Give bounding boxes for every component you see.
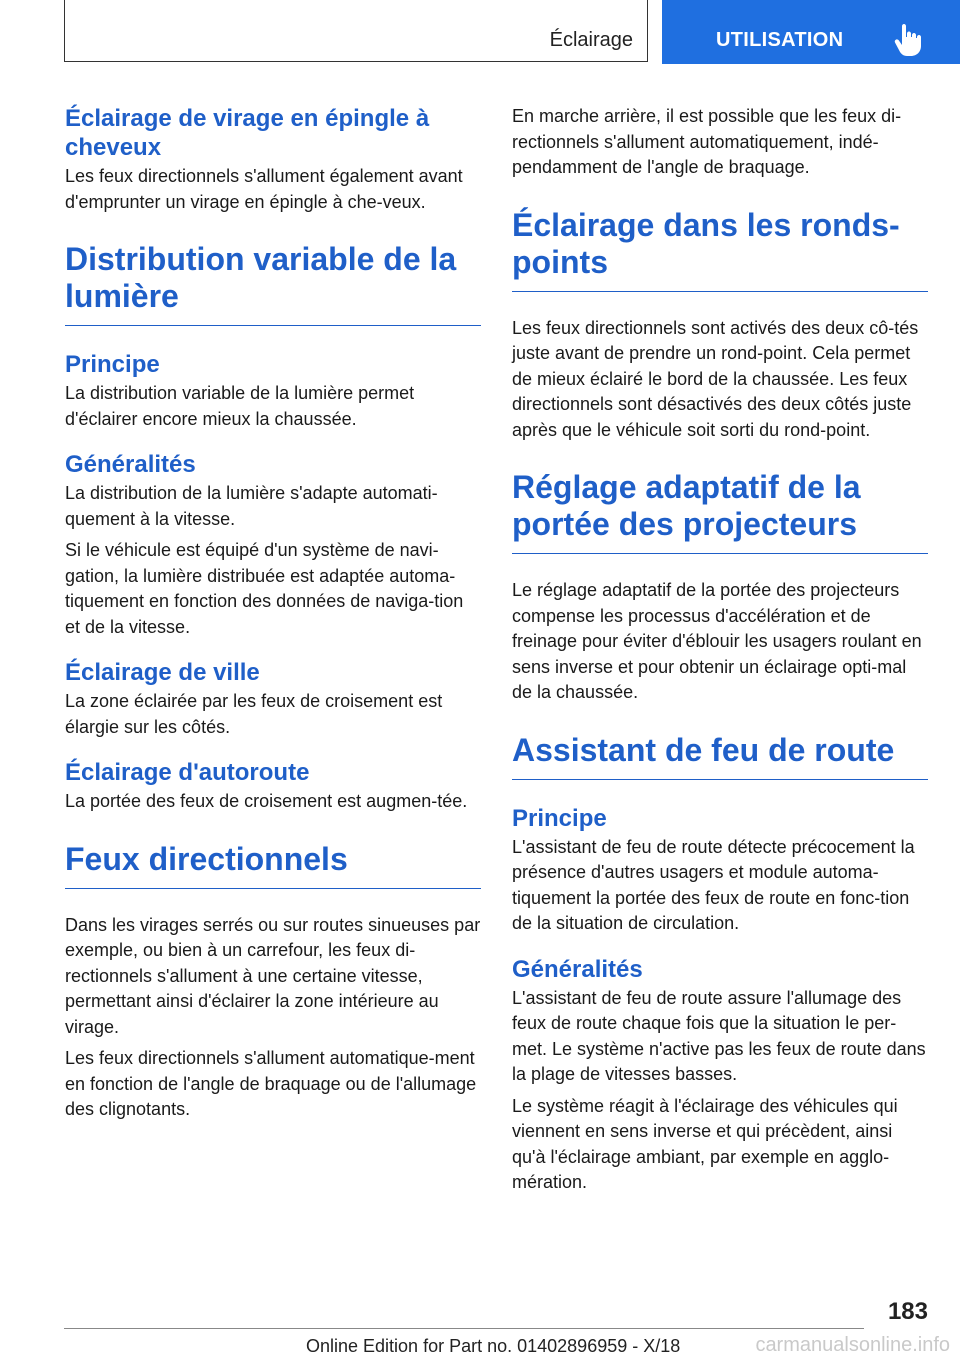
footer-edition: Online Edition for Part no. 01402896959 - X/18 (306, 1336, 681, 1356)
paragraph: La distribution de la lumière s'adapte automati-quement à la vitesse. (65, 483, 438, 529)
header-chapter-label: UTILISATION (716, 29, 844, 51)
left-column (65, 104, 481, 1129)
heading-roundabout-lighting: Éclairage dans les ronds-points (512, 207, 928, 292)
heading-hairpin-lighting: Éclairage de virage en épingle à cheveux (65, 105, 430, 161)
paragraph: L'assistant de feu de route détecte précocement la présence d'autres usagers et module automa-tiquement la portée des feux de route en fonc-tion de la situation de circulation. (512, 836, 915, 933)
paragraph: L'assistant de feu de route assure l'allumage des feux de route chaque fois que la situation le per-met. Le système n'active pas les feux de route dans la plage de vitesses basses. (512, 987, 926, 1084)
heading-city-lighting: Éclairage de ville (65, 659, 260, 686)
heading-generalities: Généralités (512, 955, 643, 983)
paragraph: Les feux directionnels s'allument automatique-ment en fonction de l'angle de braquage ou de l'allumage des clignotants. (65, 1048, 477, 1119)
pointing-hand-icon (894, 24, 922, 56)
header-section-title: Éclairage (549, 29, 633, 51)
heading-adaptive-headlight-range: Réglage adaptatif de la portée des projecteurs (512, 469, 928, 554)
heading-variable-light-distribution: Distribution variable de la lumière (65, 241, 481, 326)
paragraph: La portée des feux de croisement est augmen-tée. (65, 791, 468, 811)
footer-divider (64, 1328, 864, 1329)
watermark[interactable]: carmanualsonline.info (755, 1334, 950, 1356)
paragraph: Les feux directionnels s'allument également avant d'emprunter un virage en épingle à che-veux. (65, 166, 463, 212)
heading-cornering-lights: Feux directionnels (65, 841, 481, 889)
paragraph: Si le véhicule est équipé d'un système de navi-gation, la lumière distribuée est adaptée automa-tiquement en fonction des données de naviga-tion et de la vitesse. (65, 540, 464, 637)
heading-principle: Principe (65, 351, 160, 378)
header-section-box (64, 0, 648, 62)
header-chapter-tab[interactable] (662, 0, 960, 64)
heading-highway-lighting: Éclairage d'autoroute (65, 759, 310, 786)
paragraph: La zone éclairée par les feux de croisement est élargie sur les côtés. (65, 691, 443, 737)
paragraph: Les feux directionnels sont activés des deux cô-tés juste avant de prendre un rond-point. Cela permet de mieux éclairé le bord de la chaussée. Les feux directionnels sont désactivés des deux côtés juste après que le véhicule soit sorti du rond-point. (512, 317, 919, 440)
paragraph: Dans les virages serrés ou sur routes sinueuses par exemple, ou bien à un carrefour, les feux di-rectionnels s'allument à une certaine vitesse, permettant ainsi d'éclairer la zone intérieure au virage. (65, 914, 481, 1037)
right-column (512, 104, 928, 1202)
heading-generalities: Généralités (65, 451, 196, 478)
paragraph: Le réglage adaptatif de la portée des projecteurs compense les processus d'accélération et de freinage pour éviter d'éblouir les usagers roulant en sens inverse et pour obtenir un éclairage opti-mal de la chaussée. (512, 580, 922, 702)
paragraph: Le système réagit à l'éclairage des véhicules qui viennent en sens inverse et qui précèdent, ainsi qu'à l'éclairage ambiant, par exemple en agglo-mération. (512, 1095, 898, 1192)
paragraph: La distribution variable de la lumière permet d'éclairer encore mieux la chaussée. (65, 383, 415, 429)
heading-high-beam-assistant: Assistant de feu de route (512, 732, 928, 780)
page-number: 183 (887, 1298, 928, 1325)
paragraph: En marche arrière, il est possible que les feux di-rectionnels s'allument automatiquement, indé-pendamment de l'angle de braquage. (512, 106, 902, 177)
heading-principle: Principe (512, 804, 607, 832)
